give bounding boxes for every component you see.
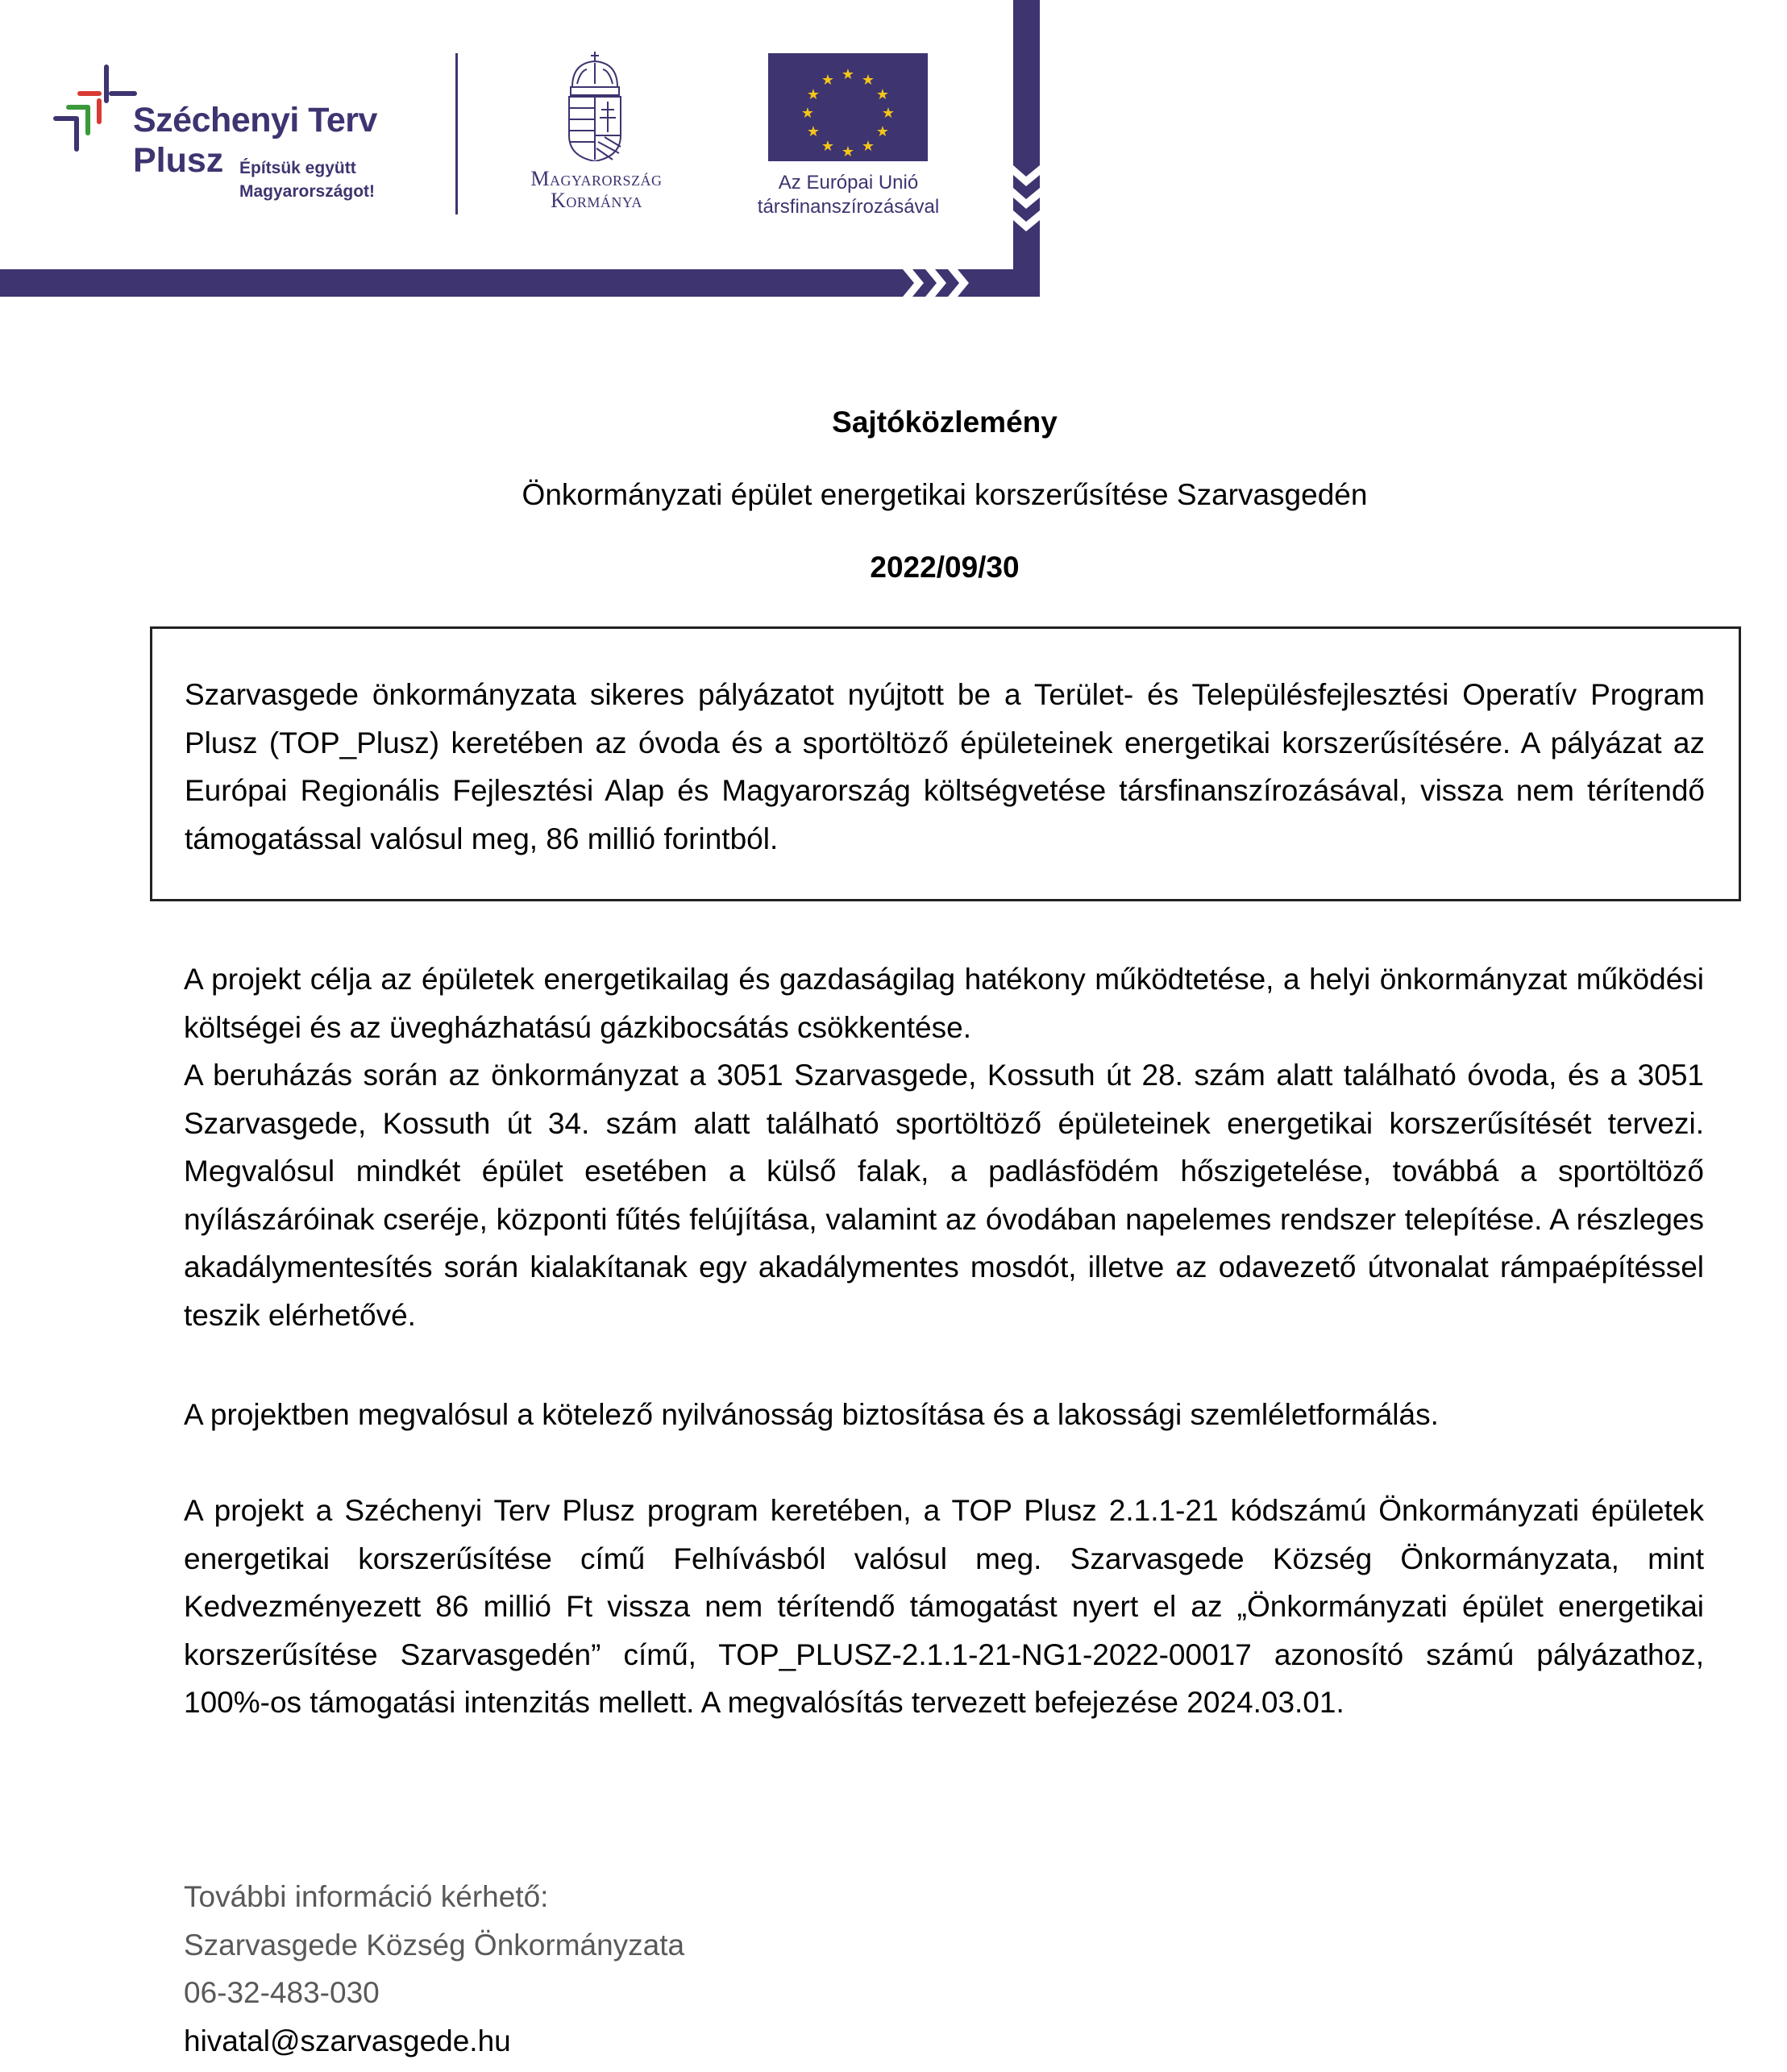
szechenyi-cross-mark-icon — [53, 64, 137, 152]
release-date: 2022/09/30 — [870, 551, 1020, 584]
svg-text:★: ★ — [821, 72, 835, 88]
svg-text:★: ★ — [821, 138, 835, 154]
eu-logo-text: Az Európai Unió társfinanszírozásával — [757, 172, 940, 218]
szechenyi-logo-tagline: Építsük együtt Magyarországot! — [239, 159, 376, 201]
logo-divider — [455, 53, 458, 214]
banner-right-bar — [1013, 0, 1040, 297]
svg-text:★: ★ — [861, 138, 875, 154]
svg-text:★: ★ — [881, 105, 896, 121]
body-paragraph-goals-text: A projekt célja az épületek energetikailag és gazdaságilag hatékony működtetése, a helyi önkormányzat működési költségei és az üvegházhatású gázkibocsátás csökkentése. — [184, 963, 1704, 1044]
government-logo-text: Magyarország Kormánya — [530, 167, 663, 212]
svg-text:★: ★ — [841, 66, 855, 82]
szechenyi-logo-title: Széchenyi Terv — [133, 101, 377, 139]
contact-phone: 06-32-483-030 — [184, 1976, 380, 2009]
body-paragraph-publicity: A projektben megvalósul a kötelező nyilvánosság biztosítása és a lakossági szemléletformálás. — [184, 1398, 1439, 1431]
svg-text:★: ★ — [875, 123, 890, 139]
szechenyi-logo-plusz: Plusz — [133, 141, 224, 180]
chevron-down-arrows-icon — [1013, 165, 1040, 242]
summary-text: Szarvasgede önkormányzata sikeres pályázatot nyújtott be a Terület- és Településfejlesztési Operatív Program Plusz (TOP_Plusz) keretében az óvoda és a sportöltöző épületeinek energetikai korszerűsítésére. A pályázat az Európai Regionális Fejlesztési Alap és Magyarország költségvetése társfinanszírozásával, vissza nem térítendő támogatással valósul meg, 86 millió forintból. — [185, 678, 1705, 855]
header-banner — [0, 0, 1040, 298]
body-paragraph-funding: A projekt a Széchenyi Terv Plusz program keretében, a TOP Plusz 2.1.1-21 kódszámú Önkormányzati épületek energetikai korszerűsítése című Felhívásból valósul meg. Szarvasgede Község Önkormányzata, mint Kedvezményezett 86 millió Ft vissza nem térítendő támogatást nyert el az „Önkormányzati épület energetikai korszerűsítése Szarvasgedén” című, TOP_PLUSZ-2.1.1-21-NG1-2022-00017 azonosító számú pályázathoz, 100%-os támogatási intenzitás mellett. A megvalósítás tervezett befejezése 2024.03.01. — [184, 1494, 1704, 1719]
contact-block — [184, 1873, 684, 2065]
contact-email[interactable]: hivatal@szarvasgede.hu — [184, 2024, 511, 2057]
svg-text:★: ★ — [861, 72, 875, 88]
page-title: Sajtóközlemény — [832, 406, 1058, 439]
svg-text:★: ★ — [841, 144, 855, 160]
body-paragraph-investment-text: A beruházás során az önkormányzat a 3051 Szarvasgede, Kossuth út 28. szám alatt található óvoda, és a 3051 Szarvasgede, Kossuth út 34. szám alatt található sportöltöző épületeinek energetikai korszerűsítését tervezi. Megvalósul mindkét épület esetében a külső falak, a padlásfödém hőszigetelése, továbbá a sportöltöző nyílászáróinak cseréje, központi fűtés felújítása, valamint az óvodában napelemes rendszer telepítése. A részleges akadálymentesítés során kialakítanak egy akadálymentes mosdót, illetve az odavezető útvonalat rámpaépítéssel teszik elérhetővé. — [184, 1059, 1704, 1332]
hungarian-coat-of-arms-icon — [564, 52, 625, 161]
svg-text:★: ★ — [800, 105, 815, 121]
svg-text:★: ★ — [875, 86, 890, 102]
banner-bottom-bar — [0, 269, 1040, 297]
contact-label: További információ kérhető: — [184, 1880, 549, 1913]
chevron-right-arrows-icon — [903, 269, 991, 297]
summary-box — [150, 626, 1741, 901]
svg-text:★: ★ — [806, 86, 821, 102]
eu-flag-icon — [768, 53, 928, 161]
page-subtitle: Önkormányzati épület energetikai korszerűsítése Szarvasgedén — [522, 478, 1368, 511]
body-paragraph-goals — [184, 955, 1704, 1339]
svg-text:★: ★ — [806, 123, 821, 139]
contact-organization: Szarvasgede Község Önkormányzata — [184, 1928, 685, 1962]
